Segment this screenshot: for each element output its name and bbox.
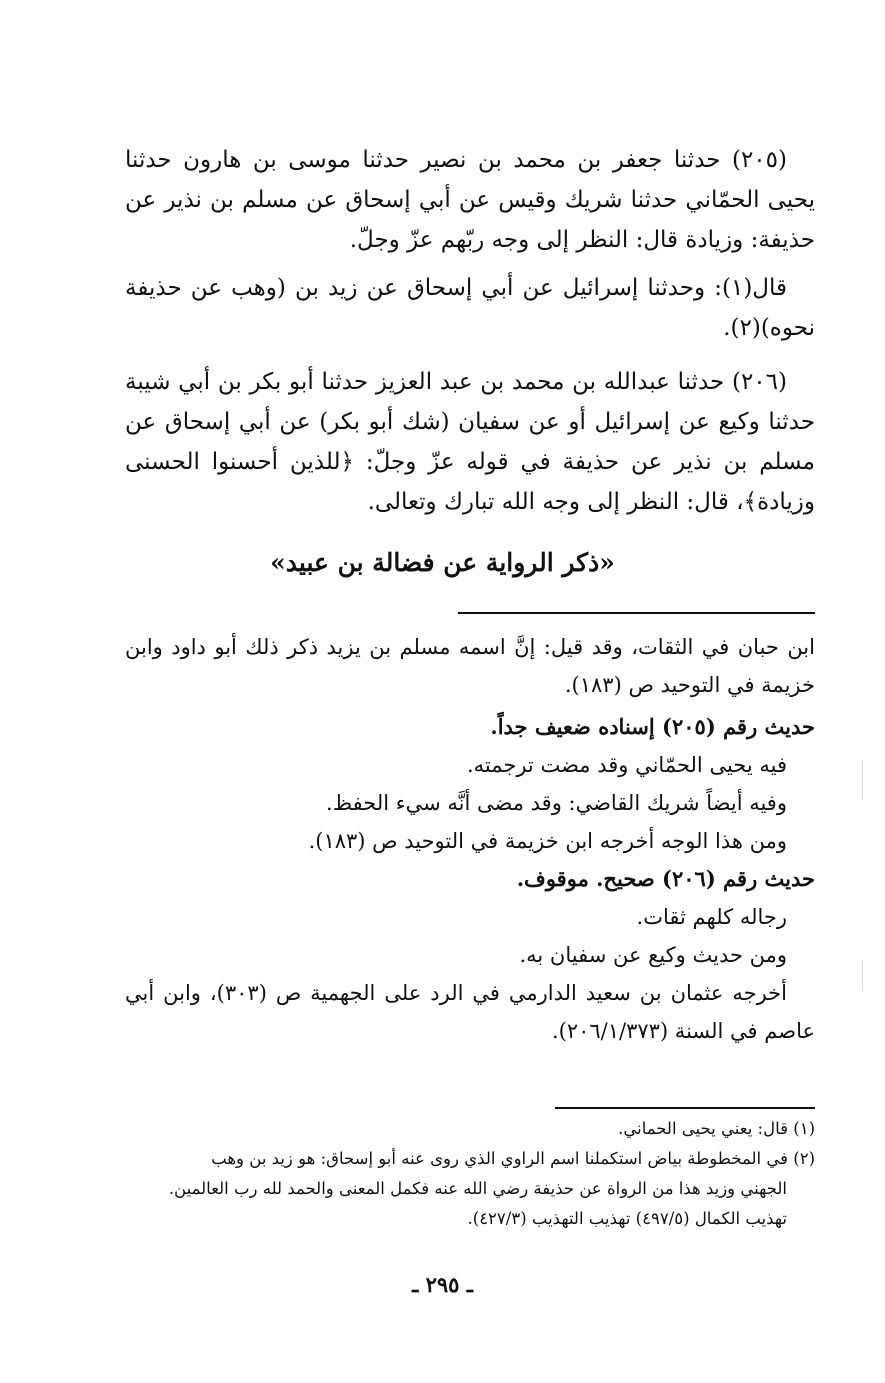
footnote-2: (٢) في المخطوطة بياض استكملنا اسم الراوي الذي روى عنه أبو إسحاق: هو زيد بن وهب <box>211 1149 815 1168</box>
footnote-2-cont: تهذيب الكمال (٤٩٧/٥) تهذيب التهذيب (٤٢٧/٣). <box>467 1209 787 1228</box>
footnote-divider <box>555 1107 815 1109</box>
section-heading: «ذكر الرواية عن فضالة بن عبيد» <box>270 548 615 577</box>
hadith-205-addition: قال(١): وحدثنا إسرائيل عن أبي إسحاق عن زيد بن (وهب عن حذيفة نحوه)(٢). <box>125 275 815 341</box>
footnotes <box>125 1114 815 1234</box>
hadith-205: (٢٠٥) حدثنا جعفر بن محمد بن نصير حدثنا موسى بن هارون حدثنا يحيى الحمّاني حدثنا شريك وقيس عن أبي إسحاق عن مسلم بن نذير عن حذيفة: وزيادة قال: النظر إلى وجه ربّهم عزّ وجلّ. <box>125 147 815 253</box>
commentary <box>125 628 815 1050</box>
note-line: أخرجه عثمان بن سعيد الدارمي في الرد على الجهمية ص (٣٠٣)، وابن أبي عاصم في السنة (٢٠٦/١/٣٧٣). <box>125 981 815 1043</box>
page-edge-mark <box>862 760 863 800</box>
note-line: فيه يحيى الحمّاني وقد مضت ترجمته. <box>466 753 787 777</box>
page-number: ـ ٢٩٥ ـ <box>412 1272 473 1297</box>
hadith-206-grade: حديث رقم (٢٠٦) صحيح. موقوف. <box>516 866 815 891</box>
main-text <box>125 140 815 522</box>
hadith-206: (٢٠٦) حدثنا عبدالله بن محمد بن عبد العزيز حدثنا أبو بكر بن أبي شيبة حدثنا وكيع عن إسرائيل أو عن سفيان (شك أبو بكر) عن أبي إسحاق عن مسلم بن نذير عن حذيفة في قوله عزّ وجلّ: ﴿للذين أحسنوا الحسنى وزيادة﴾، قال: النظر إلى وجه الله تبارك وتعالى. <box>125 369 815 515</box>
note-continuation: ابن حبان في الثقات، وقد قيل: إنَّ اسمه مسلم بن يزيد ذكر ذلك أبو داود وابن خزيمة في التوحيد ص (١٨٣). <box>125 635 815 697</box>
notes-divider <box>458 612 815 614</box>
note-line: وفيه أيضاً شريك القاضي: وقد مضى أنَّه سيء الحفظ. <box>326 791 787 815</box>
note-line: ومن هذا الوجه أخرجه ابن خزيمة في التوحيد ص (١٨٣). <box>308 829 787 853</box>
hadith-205-grade: حديث رقم (٢٠٥) إسناده ضعيف جداً. <box>490 714 815 739</box>
note-line: ومن حديث وكيع عن سفيان به. <box>519 943 787 967</box>
page-edge-mark <box>862 960 863 990</box>
note-line: رجاله كلهم ثقات. <box>636 905 787 929</box>
footnote-2-cont: الجهني وزيد هذا من الرواة عن حذيفة رضي الله عنه فكمل المعنى والحمد لله رب العالمين. <box>168 1179 787 1198</box>
footnote-1: (١) قال: يعني يحيى الحماني. <box>618 1119 815 1138</box>
